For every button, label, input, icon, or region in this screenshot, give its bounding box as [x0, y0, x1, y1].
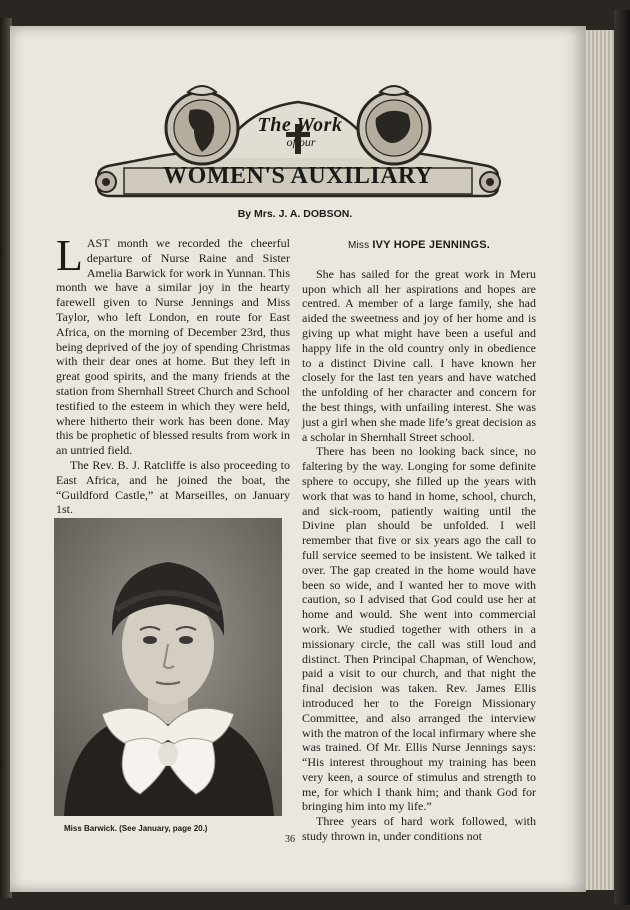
byline: By Mrs. J. A. DOBSON. [237, 208, 353, 220]
subhead-prefix: Miss [347, 240, 370, 251]
subhead-name: IVY HOPE JENNINGS. [372, 239, 491, 251]
ratcliffe-paragraph: The Rev. B. J. Ratcliffe is also proceeding to East Africa, and he joined the boat, the “Guildford Castle,” at Marseilles, on January 1st. [56, 457, 290, 517]
jennings-paragraph-3: Three years of hard work followed, with study thrown in, under conditions not [302, 814, 536, 844]
portrait-photo [54, 518, 282, 816]
portrait-illustration [54, 518, 282, 816]
banner-title-mid: of our [286, 135, 316, 149]
drop-cap: L [56, 231, 83, 280]
book-binding [614, 10, 630, 905]
intro-paragraph [56, 231, 290, 458]
left-column [56, 231, 290, 517]
page-stack-edge [586, 30, 616, 890]
banner-title-top: The Work [257, 114, 343, 136]
header-banner [90, 62, 506, 212]
intro-paragraph-text: AST month we recorded the cheerful departure of Nurse Raine and Sister Amelia Barwick for work in Yunnan. This month we have a similar joy in the hearty farewell given to Nurse Jennings and Miss Taylor, who left London, en route for East Africa, on the morning of December 23rd, thus being deprived of the joy of spending Christmas with their dear ones at home. But they left in great good spirits, and the many friends at the station from Shernhall Street Church and School testified to the esteem in which they were held, where hitherto their work has been done. May this be prophetic of blessed results from work in an untried field. [56, 236, 290, 458]
photo-caption: Miss Barwick. (See January, page 20.) [64, 824, 208, 833]
jennings-paragraph-1: She has sailed for the great work in Meru upon which all her aspirations and hopes are centred. A member of a large family, she had aided the sweetness and joy of her home and is giving up what might have been a useful and happy life in the old country only in obedience to a distinct Divine call. I have known her closely for the last ten years and have watched the unfolding of her character and concern for the best things, with unfailing interest. She was just a girl when she made life’s great decision as a scholar in Shernhall Street school. [302, 266, 536, 444]
right-column [302, 236, 536, 844]
banner-title-main: WOMEN'S AUXILIARY [163, 163, 433, 189]
section-subhead [302, 238, 536, 254]
page-number: 36 [285, 834, 295, 845]
jennings-paragraph-2: There has been no looking back since, no faltering by the way. Longing for some definite sphere to occupy, she filled up the years with work that was to hand in home, school, church, and sick-room, patiently waiting until the Divine plan should be unfolded. I well remember that five or six years ago the call to full service seemed to be insistent. We talked it over. The gap created in the home would have been so wide, and I wanted her to move with caution, so I advised that God could use her at home and would. She went into commercial work. We studied together with others in a missionary circle, the call was still loud and distinct. Then Principal Chapman, of Wenchow, paid a visit to our church, and that night the final decision was taken. Rev. James Ellis introduced her to the Foreign Missionary Committee, and also arranged the interview with the matron of the local infirmary where she was trained. Of Mr. Ellis Nurse Jennings says: “His interest throughout my training has been very keen, a source of stimulus and strength to me, for which I thank him; and thank God for bringing him into my life.” [302, 444, 536, 814]
